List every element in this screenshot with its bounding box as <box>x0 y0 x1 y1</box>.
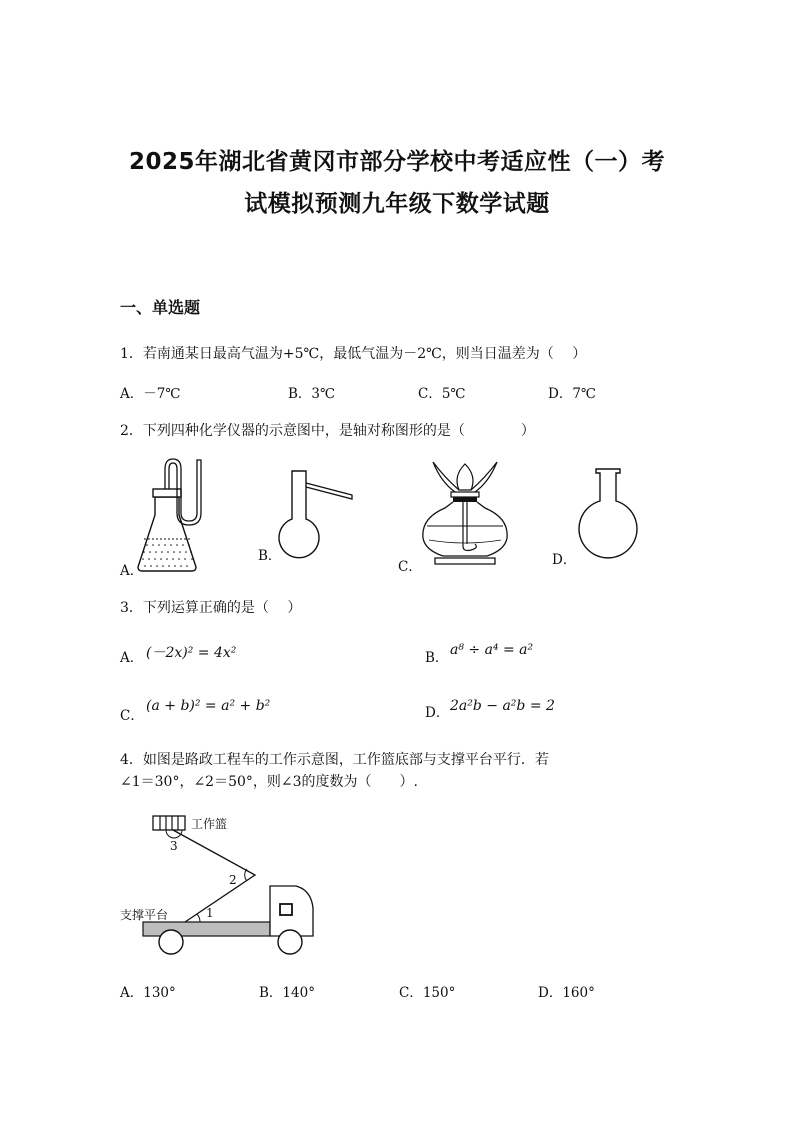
figure-maintenance-truck <box>118 808 323 958</box>
page-title-line2: 试模拟预测九年级下数学试题 <box>244 191 550 217</box>
question-4-option-d: D．160° <box>538 985 595 1001</box>
question-3-option-d-letter: D． <box>425 705 450 721</box>
question-2-label-a: A． <box>120 563 144 579</box>
question-3-option-a-expr: (－2x)² = 4x² <box>146 645 237 661</box>
question-1-stem: 1．若南通某日最高气温为+5℃，最低气温为－2℃，则当日温差为（ ） <box>120 346 587 362</box>
figure-label-angle-2: 2 <box>229 873 237 887</box>
question-4-stem-line1: 4．如图是路政工程车的工作示意图，工作篮底部与支撑平台平行．若 <box>120 752 549 768</box>
page-title-line1: 2025年湖北省黄冈市部分学校中考适应性（一）考 <box>128 149 665 175</box>
figure-round-bottom-flask <box>574 465 642 565</box>
question-2-label-c: C． <box>398 559 422 575</box>
question-2-stem: 2．下列四种化学仪器的示意图中，是轴对称图形的是（ ） <box>120 423 535 439</box>
figure-label-angle-3: 3 <box>170 839 178 853</box>
question-1-option-c: C．5℃ <box>418 386 466 402</box>
question-3-option-b-expr: a⁸ ÷ a⁴ = a² <box>450 642 534 658</box>
section-heading: 一、单选题 <box>120 298 201 317</box>
figure-label-angle-1: 1 <box>206 906 214 920</box>
question-3-option-c-letter: C． <box>120 708 144 724</box>
question-3-option-d-expr: 2a²b − a²b = 2 <box>450 698 555 714</box>
figure-alcohol-lamp <box>415 460 515 570</box>
figure-label-platform: 支撑平台 <box>120 908 169 922</box>
question-3-stem: 3．下列运算正确的是（ ） <box>120 600 302 616</box>
question-2-label-d: D． <box>552 552 577 568</box>
question-4-option-c: C．150° <box>399 985 456 1001</box>
question-4-option-b: B．140° <box>259 985 315 1001</box>
figure-distilling-flask <box>278 467 358 562</box>
question-4-stem-line2: ∠1＝30°，∠2＝50°，则∠3的度数为（ ）. <box>120 774 418 790</box>
question-3-option-b-letter: B． <box>425 650 449 666</box>
question-4-option-a: A．130° <box>120 985 176 1001</box>
question-2-label-b: B． <box>258 548 282 564</box>
question-1-option-b: B．3℃ <box>288 386 336 402</box>
question-3-option-c-expr: (a + b)² = a² + b² <box>146 698 271 714</box>
question-1-option-d: D．7℃ <box>548 386 597 402</box>
figure-conical-flask-with-tube <box>135 455 225 575</box>
figure-label-basket: 工作篮 <box>191 817 228 831</box>
question-3-option-a-letter: A． <box>120 650 144 666</box>
question-1-option-a: A．－7℃ <box>120 386 181 402</box>
